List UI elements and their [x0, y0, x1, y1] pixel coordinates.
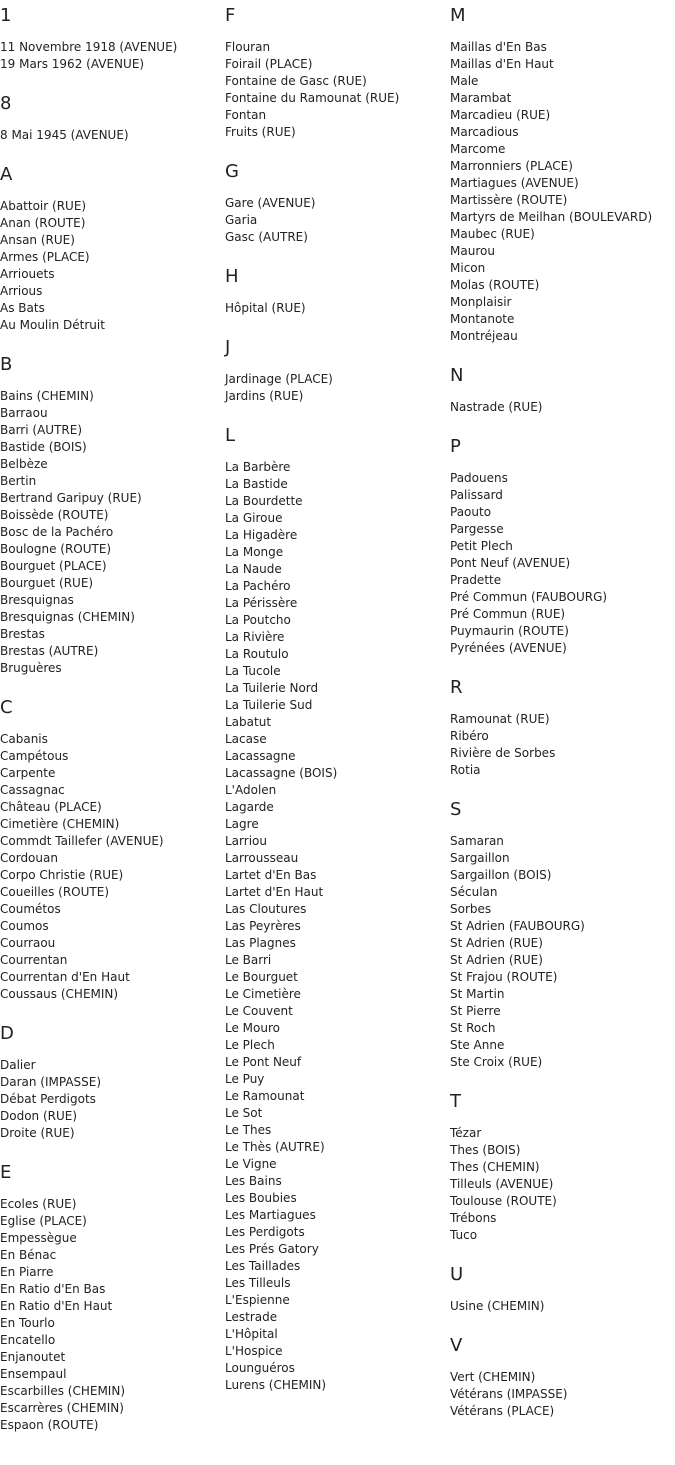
letter-group: [450, 6, 675, 345]
street-item: La Giroue: [225, 511, 283, 525]
letter-heading: J: [225, 337, 231, 358]
street-item: Bertrand Garipuy (RUE): [0, 491, 142, 505]
street-item: Marambat: [450, 91, 512, 105]
street-item: Les Taillades: [225, 1259, 301, 1273]
street-item: St Adrien (RUE): [450, 936, 543, 950]
street-item: La Bastide: [225, 477, 288, 491]
street-item: La Rivière: [225, 630, 285, 644]
street-list: [0, 1196, 225, 1434]
street-item: Escarrères (CHEMIN): [0, 1401, 124, 1415]
street-item: Les Tilleuls: [225, 1276, 291, 1290]
street-item: Le Couvent: [225, 1004, 293, 1018]
street-item: Droite (RUE): [0, 1126, 75, 1140]
street-item: La Bourdette: [225, 494, 303, 508]
street-item: En Bénac: [0, 1248, 57, 1262]
letter-group: [0, 6, 225, 73]
street-item: Pargesse: [450, 522, 504, 536]
street-item: L'Hospice: [225, 1344, 283, 1358]
letter-group: [450, 800, 675, 1071]
street-item: Sargaillon: [450, 851, 510, 865]
index-column-3: [450, 6, 675, 1441]
letter-group: [225, 162, 450, 246]
street-item: La Tuilerie Sud: [225, 698, 313, 712]
street-item: La Routulo: [225, 647, 289, 661]
street-item: St Martin: [450, 987, 505, 1001]
street-item: Larriou: [225, 834, 267, 848]
street-item: Les Martiagues: [225, 1208, 316, 1222]
street-item: La Périssère: [225, 596, 298, 610]
street-item: Tuco: [450, 1228, 478, 1242]
street-item: St Frajou (ROUTE): [450, 970, 558, 984]
street-item: St Pierre: [450, 1004, 501, 1018]
street-item: Labatut: [225, 715, 272, 729]
letter-heading: R: [450, 677, 463, 698]
street-item: Cordouan: [0, 851, 58, 865]
street-list: [450, 1369, 675, 1420]
street-list: [225, 195, 450, 246]
street-item: Les Bains: [225, 1174, 282, 1188]
street-item: Les Perdigots: [225, 1225, 305, 1239]
street-item: Corpo Christie (RUE): [0, 868, 124, 882]
street-item: Boissède (ROUTE): [0, 508, 109, 522]
letter-heading: F: [225, 5, 236, 26]
street-item: 8 Mai 1945 (AVENUE): [0, 128, 129, 142]
street-item: St Adrien (FAUBOURG): [450, 919, 585, 933]
street-item: En Ratio d'En Haut: [0, 1299, 113, 1313]
street-list: [450, 39, 675, 345]
street-item: Vert (CHEMIN): [450, 1370, 536, 1384]
street-item: Cabanis: [0, 732, 48, 746]
street-item: Le Thès (AUTRE): [225, 1140, 325, 1154]
street-list: [0, 127, 225, 144]
street-item: Thes (BOIS): [450, 1143, 521, 1157]
letter-group: [450, 1092, 675, 1244]
street-item: Sorbes: [450, 902, 492, 916]
letter-heading: E: [0, 1162, 12, 1183]
street-item: Tilleuls (AVENUE): [450, 1177, 554, 1191]
letter-group: [450, 678, 675, 779]
street-item: Martissère (ROUTE): [450, 193, 568, 207]
street-item: Eglise (PLACE): [0, 1214, 87, 1228]
street-list: [450, 1125, 675, 1244]
street-item: Dodon (RUE): [0, 1109, 78, 1123]
letter-heading: D: [0, 1023, 14, 1044]
letter-group: [0, 1163, 225, 1434]
letter-heading: C: [0, 697, 13, 718]
letter-group: [450, 1265, 675, 1315]
street-item: Le Plech: [225, 1038, 275, 1052]
street-item: La Higadère: [225, 528, 298, 542]
street-item: Puymaurin (ROUTE): [450, 624, 569, 638]
street-item: Trébons: [450, 1211, 497, 1225]
letter-heading: B: [0, 354, 13, 375]
street-item: Débat Perdigots: [0, 1092, 96, 1106]
street-item: Pradette: [450, 573, 502, 587]
street-item: Jardinage (PLACE): [225, 372, 333, 386]
street-item: Samaran: [450, 834, 504, 848]
street-item: Fontan: [225, 108, 267, 122]
street-item: Petit Plech: [450, 539, 513, 553]
street-item: Coumétos: [0, 902, 61, 916]
letter-group: [0, 165, 225, 334]
street-item: Paouto: [450, 505, 492, 519]
letter-group: [225, 267, 450, 317]
street-item: Bastide (BOIS): [0, 440, 87, 454]
street-item: Lartet d'En Haut: [225, 885, 324, 899]
letter-heading: H: [225, 266, 239, 287]
street-item: Ramounat (RUE): [450, 712, 550, 726]
street-list: [450, 470, 675, 657]
street-item: Lagarde: [225, 800, 274, 814]
street-item: Le Bourguet: [225, 970, 298, 984]
street-item: Arriouets: [0, 267, 55, 281]
index-column-2: [225, 6, 450, 1415]
street-item: Rotia: [450, 763, 481, 777]
street-item: La Tucole: [225, 664, 281, 678]
street-item: Les Boubies: [225, 1191, 297, 1205]
street-item: Usine (CHEMIN): [450, 1299, 545, 1313]
street-item: Lacassagne (BOIS): [225, 766, 338, 780]
street-item: Brestas (AUTRE): [0, 644, 99, 658]
letter-heading: S: [450, 799, 462, 820]
street-item: L'Hôpital: [225, 1327, 278, 1341]
street-item: Ribéro: [450, 729, 489, 743]
street-item: En Piarre: [0, 1265, 54, 1279]
street-item: Courrentan d'En Haut: [0, 970, 130, 984]
street-item: Ste Croix (RUE): [450, 1055, 543, 1069]
street-item: Le Sot: [225, 1106, 263, 1120]
street-item: Le Thes: [225, 1123, 272, 1137]
street-item: Dalier: [0, 1058, 36, 1072]
street-list: [0, 39, 225, 73]
street-item: Martyrs de Meilhan (BOULEVARD): [450, 210, 653, 224]
street-item: Gare (AVENUE): [225, 196, 316, 210]
street-item: Escarbilles (CHEMIN): [0, 1384, 126, 1398]
street-list: [0, 198, 225, 334]
street-item: Boulogne (ROUTE): [0, 542, 112, 556]
street-item: Bourguet (RUE): [0, 576, 94, 590]
street-item: Barraou: [0, 406, 48, 420]
street-item: Fontaine du Ramounat (RUE): [225, 91, 400, 105]
street-item: Lacase: [225, 732, 267, 746]
street-item: Palissard: [450, 488, 503, 502]
letter-group: [450, 1336, 675, 1420]
street-item: Micon: [450, 261, 486, 275]
street-item: La Barbère: [225, 460, 291, 474]
street-item: Le Puy: [225, 1072, 265, 1086]
street-item: Bresquignas: [0, 593, 74, 607]
street-item: Lounguéros: [225, 1361, 295, 1375]
street-item: Pré Commun (RUE): [450, 607, 566, 621]
street-item: Coueilles (ROUTE): [0, 885, 110, 899]
street-item: Hôpital (RUE): [225, 301, 306, 315]
street-list: [450, 711, 675, 779]
street-item: Campétous: [0, 749, 69, 763]
street-item: Cimetière (CHEMIN): [0, 817, 120, 831]
street-item: Bruguères: [0, 661, 62, 675]
street-item: Jardins (RUE): [225, 389, 304, 403]
street-item: Thes (CHEMIN): [450, 1160, 540, 1174]
street-item: Le Mouro: [225, 1021, 280, 1035]
street-item: Pont Neuf (AVENUE): [450, 556, 571, 570]
street-list: [225, 39, 450, 141]
street-item: As Bats: [0, 301, 45, 315]
street-item: Martiagues (AVENUE): [450, 176, 579, 190]
street-item: Empessègue: [0, 1231, 77, 1245]
street-item: La Pachéro: [225, 579, 291, 593]
street-item: Ecoles (RUE): [0, 1197, 77, 1211]
street-item: Male: [450, 74, 479, 88]
street-item: Courrentan: [0, 953, 68, 967]
street-item: Lartet d'En Bas: [225, 868, 317, 882]
street-item: Le Barri: [225, 953, 272, 967]
street-item: Vétérans (PLACE): [450, 1404, 555, 1418]
street-item: Commdt Taillefer (AVENUE): [0, 834, 164, 848]
street-item: Lestrade: [225, 1310, 278, 1324]
street-item: St Roch: [450, 1021, 496, 1035]
letter-heading: N: [450, 365, 464, 386]
letter-heading: 1: [0, 5, 12, 26]
street-list: [0, 731, 225, 1003]
street-item: Marronniers (PLACE): [450, 159, 573, 173]
street-item: Nastrade (RUE): [450, 400, 543, 414]
street-item: Ansan (RUE): [0, 233, 75, 247]
street-item: Garia: [225, 213, 258, 227]
street-item: L'Espienne: [225, 1293, 290, 1307]
letter-heading: L: [225, 425, 236, 446]
street-item: Flouran: [225, 40, 271, 54]
street-item: Au Moulin Détruit: [0, 318, 105, 332]
street-item: Maillas d'En Haut: [450, 57, 554, 71]
street-list: [0, 388, 225, 677]
street-item: Séculan: [450, 885, 498, 899]
street-item: Molas (ROUTE): [450, 278, 540, 292]
letter-heading: T: [450, 1091, 461, 1112]
street-item: Padouens: [450, 471, 508, 485]
street-item: Enjanoutet: [0, 1350, 66, 1364]
letter-heading: 8: [0, 93, 12, 114]
street-item: Las Plagnes: [225, 936, 296, 950]
street-item: Gasc (AUTRE): [225, 230, 308, 244]
street-item: Château (PLACE): [0, 800, 102, 814]
street-item: Courraou: [0, 936, 56, 950]
letter-heading: A: [0, 164, 13, 185]
street-item: Tézar: [450, 1126, 482, 1140]
street-item: Bourguet (PLACE): [0, 559, 107, 573]
street-item: Le Cimetière: [225, 987, 301, 1001]
street-item: Sargaillon (BOIS): [450, 868, 552, 882]
letter-group: [225, 426, 450, 1394]
street-item: Lacassagne: [225, 749, 296, 763]
street-item: Brestas: [0, 627, 45, 641]
street-item: Vétérans (IMPASSE): [450, 1387, 568, 1401]
street-item: Pré Commun (FAUBOURG): [450, 590, 608, 604]
letter-group: [225, 338, 450, 405]
street-item: La Poutcho: [225, 613, 291, 627]
street-item: La Tuilerie Nord: [225, 681, 319, 695]
street-item: Lurens (CHEMIN): [225, 1378, 327, 1392]
street-item: Cassagnac: [0, 783, 65, 797]
street-list: [225, 459, 450, 1394]
street-item: Belbèze: [0, 457, 48, 471]
street-item: Les Prés Gatory: [225, 1242, 319, 1256]
street-item: Bains (CHEMIN): [0, 389, 94, 403]
street-item: Ste Anne: [450, 1038, 505, 1052]
street-item: Arrious: [0, 284, 43, 298]
street-item: Pyrénées (AVENUE): [450, 641, 567, 655]
street-list: [0, 1057, 225, 1142]
street-item: Ensempaul: [0, 1367, 67, 1381]
street-item: Coussaus (CHEMIN): [0, 987, 119, 1001]
letter-heading: M: [450, 5, 466, 26]
street-list: [225, 371, 450, 405]
street-item: Encatello: [0, 1333, 56, 1347]
street-item: Maurou: [450, 244, 495, 258]
street-item: Bertin: [0, 474, 37, 488]
street-item: Bosc de la Pachéro: [0, 525, 114, 539]
letter-group: [450, 437, 675, 657]
street-item: Le Vigne: [225, 1157, 277, 1171]
street-item: Armes (PLACE): [0, 250, 90, 264]
street-item: L'Adolen: [225, 783, 277, 797]
letter-heading: G: [225, 161, 239, 182]
street-list: [450, 1298, 675, 1315]
index-column-1: [0, 6, 225, 1455]
street-item: Abattoir (RUE): [0, 199, 87, 213]
street-list: [450, 399, 675, 416]
letter-group: [225, 6, 450, 141]
street-item: Bresquignas (CHEMIN): [0, 610, 135, 624]
street-item: Lagre: [225, 817, 259, 831]
street-item: Toulouse (ROUTE): [450, 1194, 557, 1208]
street-item: Maubec (RUE): [450, 227, 535, 241]
street-item: Monplaisir: [450, 295, 512, 309]
street-item: Las Peyrères: [225, 919, 301, 933]
street-item: Maillas d'En Bas: [450, 40, 547, 54]
street-item: Fruits (RUE): [225, 125, 296, 139]
letter-group: [0, 1024, 225, 1142]
street-item: 19 Mars 1962 (AVENUE): [0, 57, 145, 71]
letter-group: [450, 366, 675, 416]
street-item: Marcadieu (RUE): [450, 108, 551, 122]
street-item: Rivière de Sorbes: [450, 746, 556, 760]
street-item: 11 Novembre 1918 (AVENUE): [0, 40, 178, 54]
street-list: [450, 833, 675, 1071]
street-item: Larrousseau: [225, 851, 299, 865]
street-item: Marcome: [450, 142, 506, 156]
street-item: St Adrien (RUE): [450, 953, 543, 967]
street-item: Montréjeau: [450, 329, 518, 343]
street-item: En Tourlo: [0, 1316, 55, 1330]
street-item: Barri (AUTRE): [0, 423, 82, 437]
street-list: [225, 300, 450, 317]
street-item: La Naude: [225, 562, 282, 576]
letter-group: [0, 94, 225, 144]
street-item: Le Pont Neuf: [225, 1055, 302, 1069]
street-item: En Ratio d'En Bas: [0, 1282, 106, 1296]
street-item: Anan (ROUTE): [0, 216, 86, 230]
letter-group: [0, 698, 225, 1003]
street-item: La Monge: [225, 545, 284, 559]
letter-group: [0, 355, 225, 677]
street-item: Las Cloutures: [225, 902, 307, 916]
street-item: Carpente: [0, 766, 56, 780]
street-item: Foirail (PLACE): [225, 57, 313, 71]
street-item: Espaon (ROUTE): [0, 1418, 99, 1432]
letter-heading: U: [450, 1264, 464, 1285]
street-item: Marcadious: [450, 125, 519, 139]
street-item: Fontaine de Gasc (RUE): [225, 74, 367, 88]
street-item: Le Ramounat: [225, 1089, 305, 1103]
letter-heading: V: [450, 1335, 463, 1356]
street-item: Coumos: [0, 919, 49, 933]
street-item: Montanote: [450, 312, 515, 326]
letter-heading: P: [450, 436, 461, 457]
street-item: Daran (IMPASSE): [0, 1075, 102, 1089]
